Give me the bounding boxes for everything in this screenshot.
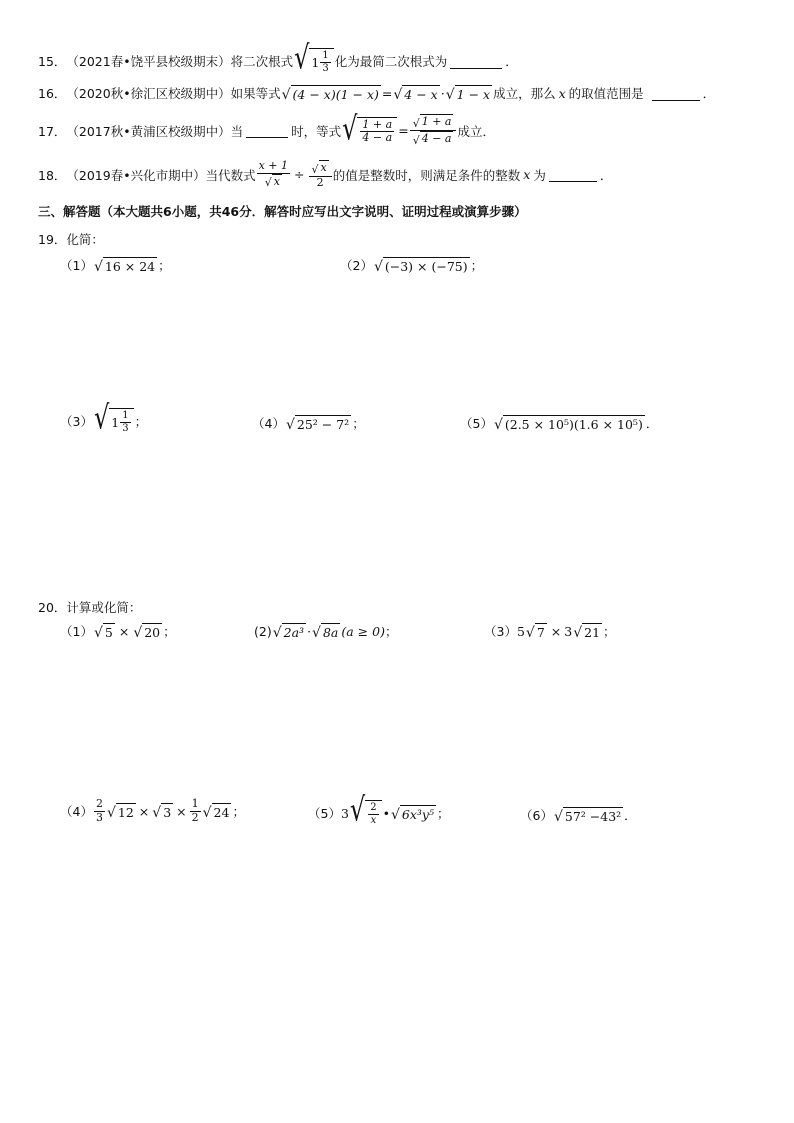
q19-part-5: （5） √ (2.5 × 10⁵)(1.6 × 10⁵) ． — [460, 416, 659, 433]
q17-source: （2017秋•黄浦区校级期中） — [66, 123, 231, 139]
q18-fraction-2: √ x 2 — [309, 160, 332, 190]
question-16: 16． （2020秋•徐汇区校级期中） 如果等式 √ (4 − x)(1 − x) = √ 4 − x · √ 1 − x 成立，那么 x 的取值范围是 ． — [38, 85, 716, 103]
q16-radical-right-1: √ 4 − x — [393, 86, 438, 103]
q16-radical-left: √ (4 − x)(1 − x) — [281, 86, 379, 103]
q19-p4-radical: √ 25² − 7² — [285, 416, 350, 433]
question-17: 17． （2017秋•黄浦区校级期中） 当 时，等式 √ $\frac{1 + a}{4 - a}$ = √ 1 + a √ 4 − a 成立． — [38, 109, 495, 148]
q19-p2-radical: √ (−3) × (−75) — [373, 258, 468, 275]
q20-part-4: （4） $\frac{2}{3}$ √ 12 × √ 3 × $\frac{1}{2}$ √ 24 ； — [60, 797, 245, 824]
q16-radical-right-2: √ 1 − x — [445, 86, 491, 103]
q18-number: 18． — [38, 167, 67, 183]
q19-part-2: （2） √ (−3) × (−75) ； — [340, 258, 484, 275]
q16-answer-blank[interactable] — [652, 86, 700, 101]
q20-part-2: (2) √ 2a³ · √ 8a (a ≥ 0) ； — [254, 623, 398, 641]
q15-radical: √ 1 $\frac{1}{3}$ — [294, 48, 334, 74]
q20-part-6: （6） √ 57² −43² ． — [520, 808, 637, 825]
q15-text-post: 化为最简二次根式为 — [334, 54, 448, 69]
q19-p1-radical: √ 16 × 24 — [93, 258, 156, 275]
q19-part-3: （3） √ 1 $\frac{1}{3}$ ； — [60, 398, 148, 437]
question-15: 15． （2021春•饶平县校级期末） 将二次根式 √ 1 $\frac{1}{3}$ 化为最简二次根式为 ． — [38, 38, 518, 77]
q20-part-1: （1） √ 5 × √ 20 ； — [60, 623, 176, 641]
q17-answer-blank[interactable] — [246, 123, 288, 138]
q17-number: 17． — [38, 123, 67, 139]
q16-source: （2020秋•徐汇区校级期中） — [66, 86, 231, 101]
q20-part-3: （3） 5 √ 7 × 3 √ 21 ； — [484, 623, 616, 641]
q19-title: 19．化简： — [38, 232, 104, 247]
q20-part-5: （5） 3 √ $\frac{2}{x}$ • √ 6x³y⁵ ； — [308, 790, 450, 829]
q20-title: 20．计算或化简： — [38, 600, 142, 615]
q17-radical-left: √ $\frac{1 + a}{4 - a}$ — [342, 117, 397, 145]
q18-answer-blank[interactable] — [549, 167, 597, 182]
q16-number: 16． — [38, 86, 67, 101]
q15-number: 15． — [38, 54, 67, 69]
question-18: 18． （2019春•兴化市期中） 当代数式 x + 1 √ x ÷ √ x 2 的值是整数时，则满足条件的整数 x 为 ． — [38, 159, 613, 190]
q19-p5-radical: √ (2.5 × 10⁵)(1.6 × 10⁵) — [493, 416, 643, 433]
q15-text-pre: 将二次根式 — [230, 54, 294, 69]
q18-source: （2019春•兴化市期中） — [66, 167, 206, 183]
q19-p3-radical: √ 1 $\frac{1}{3}$ — [94, 408, 134, 434]
q18-fraction-1: x + 1 √ x — [258, 159, 289, 190]
q17-fraction-right: √ 1 + a √ 4 − a — [410, 114, 457, 148]
section-3-heading: 三、解答题（本大题共6小题，共46分．解答时应写出文字说明、证明过程或演算步骤） — [38, 204, 527, 219]
q15-answer-blank[interactable] — [450, 54, 502, 69]
q19-part-1: （1） √ 16 × 24 ； — [60, 258, 171, 275]
q19-part-4: （4） √ 25² − 7² ； — [252, 416, 365, 433]
q15-source: （2021春•饶平县校级期末） — [66, 54, 231, 69]
